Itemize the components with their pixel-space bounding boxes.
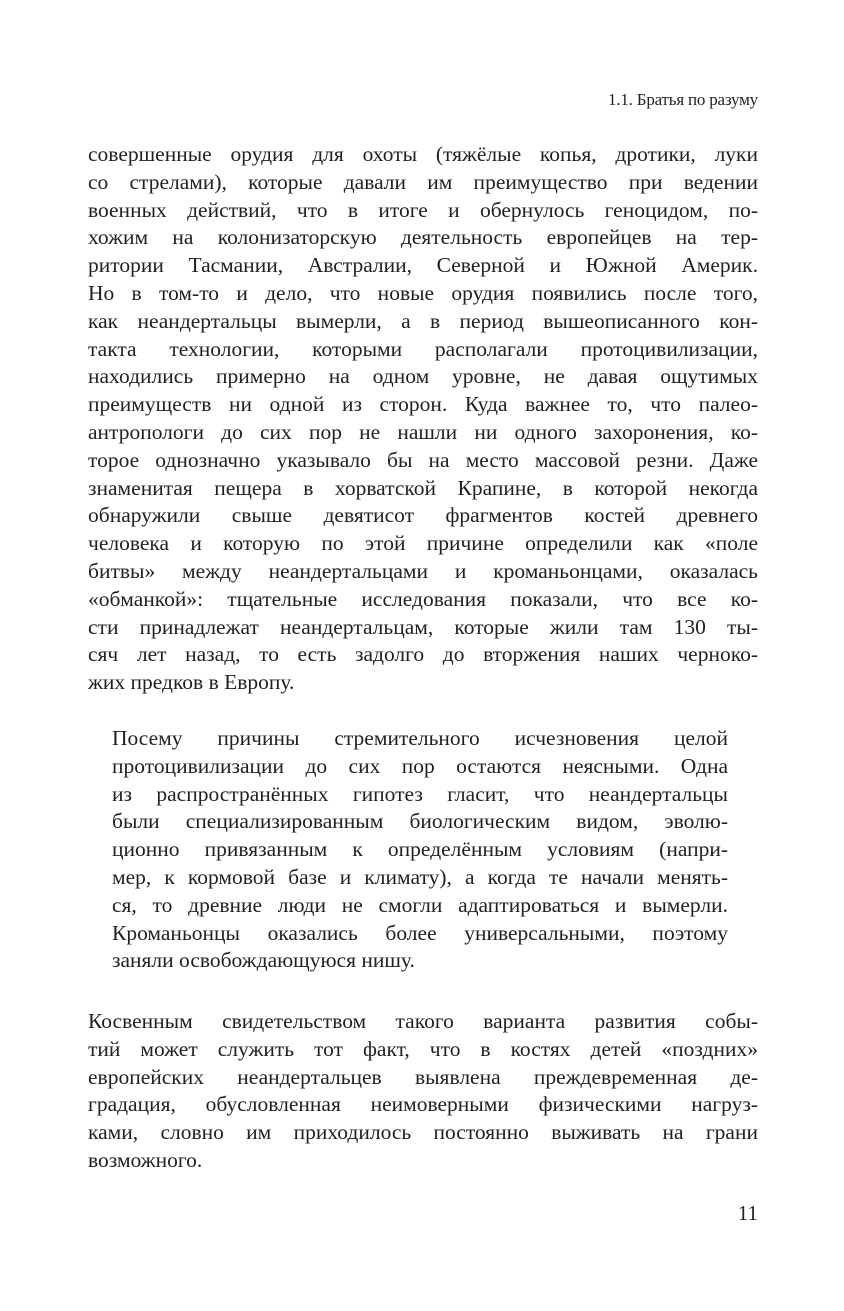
- text-line: Косвенным свидетельством такого варианта развития собы-: [88, 1009, 758, 1033]
- text-line: как неандертальцы вымерли, а в период вышеописанного кон-: [88, 308, 758, 333]
- text-line: градация, обусловленная неимоверными физическими нагруз-: [88, 1092, 758, 1117]
- text-line: Но в том-то и дело, что новые орудия появились после того,: [88, 280, 758, 305]
- text-line: жих предков в Европу.: [88, 670, 295, 695]
- text-line: сяч лет назад, то есть задолго до вторжения наших черноко-: [88, 642, 758, 667]
- text-line: из распространённых гипотез гласит, что неандертальцы: [112, 781, 728, 806]
- text-line: тий может служить тот факт, что в костях детей «поздних»: [88, 1036, 758, 1061]
- text-line: битвы» между неандертальцами и кроманьонцами, оказалась: [88, 558, 758, 583]
- text-line: такта технологии, которыми располагали протоцивилизации,: [88, 336, 758, 361]
- text-line: преимуществ ни одной из сторон. Куда важнее то, что палео-: [88, 392, 758, 417]
- running-header: 1.1. Братья по разуму: [608, 90, 758, 109]
- text-line: сти принадлежат неандертальцам, которые жили там 130 ты-: [88, 614, 758, 639]
- text-line: со стрелами), которые давали им преимущество при ведении: [88, 169, 758, 194]
- text-line: мер, к кормовой базе и климату), а когда те начали менять-: [112, 864, 728, 889]
- text-line: хожим на колонизаторскую деятельность европейцев на тер-: [88, 225, 758, 250]
- paragraph-1: [88, 141, 758, 697]
- text-line: ками, словно им приходилось постоянно выживать на грани: [88, 1120, 758, 1145]
- paragraph-3: [88, 1008, 758, 1175]
- text-line: Кроманьонцы оказались более универсальными, поэтому: [112, 920, 728, 945]
- text-line: Посему причины стремительного исчезновения целой: [112, 726, 728, 750]
- text-line: «обманкой»: тщательные исследования показали, что все ко-: [88, 586, 758, 611]
- text-line: совершенные орудия для охоты (тяжёлые копья, дротики, луки: [88, 142, 758, 166]
- text-line: антропологи до сих пор не нашли ни одного захоронения, ко-: [88, 419, 758, 444]
- text-line: ся, то древние люди не смогли адаптироваться и вымерли.: [112, 892, 728, 917]
- text-line: ционно привязанным к определённым условиям (напри-: [112, 837, 728, 862]
- text-line: ритории Тасмании, Австралии, Северной и Южной Америк.: [88, 253, 758, 278]
- text-line: европейских неандертальцев выявлена преждевременная де-: [88, 1064, 758, 1089]
- text-line: обнаружили свыше девятисот фрагментов костей древнего: [88, 503, 758, 528]
- text-line: знаменитая пещера в хорватской Крапине, в которой некогда: [88, 475, 758, 500]
- text-line: человека и которую по этой причине определили как «поле: [88, 531, 758, 556]
- paragraph-2-indented-block: [112, 725, 728, 975]
- text-line: военных действий, что в итоге и обернулось геноцидом, по-: [88, 197, 758, 222]
- text-line: заняли освобождающуюся нишу.: [112, 948, 415, 973]
- page-number: 11: [737, 1201, 758, 1225]
- text-line: находились примерно на одном уровне, не давая ощутимых: [88, 364, 758, 389]
- text-line: возможного.: [88, 1147, 203, 1172]
- text-line: торое однозначно указывало бы на место массовой резни. Даже: [88, 447, 758, 472]
- text-line: были специализированным биологическим видом, эволю-: [112, 809, 728, 834]
- text-line: протоцивилизации до сих пор остаются неясными. Одна: [112, 753, 728, 778]
